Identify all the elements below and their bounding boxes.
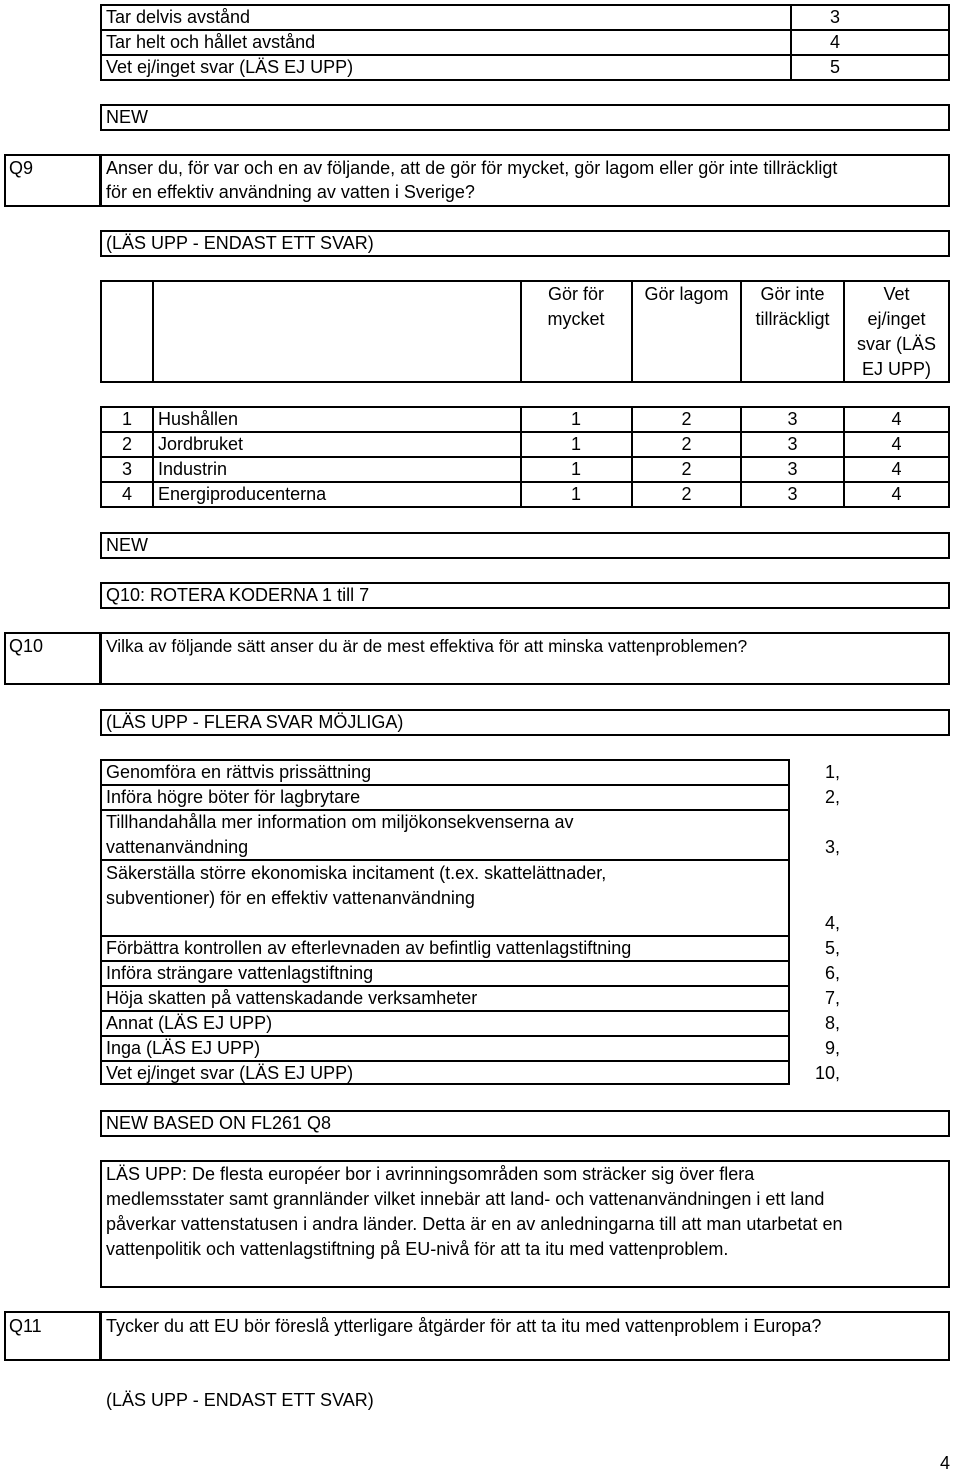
answer-code: 3: [787, 434, 798, 454]
row-number: 4: [122, 484, 133, 504]
read-aloud-text: LÄS UPP: De flesta européer bor i avrinningsområden som sträcker sig över flera: [106, 1164, 755, 1184]
answer-code: 2: [681, 484, 692, 504]
page-number: 4: [940, 1453, 951, 1473]
answer-code: 1: [570, 409, 581, 429]
instruction: (LÄS UPP - FLERA SVAR MÖJLIGA): [106, 712, 404, 732]
answer-code: 1: [570, 434, 581, 454]
question-id: Q9: [9, 158, 34, 178]
row-label: Energiproducenterna: [158, 484, 327, 504]
question-text: Vilka av följande sätt anser du är de mest effektiva för att minska vattenproblemen?: [106, 636, 748, 656]
option-label: Införa strängare vattenlagstiftning: [106, 963, 374, 983]
option-label: Förbättra kontrollen av efterlevnaden av befintlig vattenlagstiftning: [106, 938, 632, 958]
instruction: (LÄS UPP - ENDAST ETT SVAR): [106, 233, 374, 253]
question-text: Tycker du att EU bör föreslå ytterligare åtgärder för att ta itu med vattenproblem i Europa?: [106, 1316, 822, 1336]
answer-code: 4: [891, 409, 902, 429]
answer-code: 4: [891, 459, 902, 479]
answer-code: 2: [681, 459, 692, 479]
row-number: 1: [122, 409, 133, 429]
read-aloud-text: vattenpolitik och vattenlagstiftning på EU-nivå för att ta itu med vattenproblem.: [106, 1239, 729, 1259]
column-header: tillräckligt: [755, 309, 830, 329]
option-code: 5,: [824, 938, 840, 958]
option-code: 5: [829, 57, 840, 77]
answer-code: 1: [570, 459, 581, 479]
answer-code: 3: [787, 409, 798, 429]
new-label-box: [100, 104, 950, 131]
option-code: 2,: [824, 787, 840, 807]
column-header: Gör inte: [760, 284, 825, 304]
option-code: 6,: [824, 963, 840, 983]
row-label: Hushållen: [158, 409, 239, 429]
new-label: NEW: [106, 107, 148, 127]
option-code: 10,: [814, 1063, 840, 1083]
column-header: mycket: [547, 309, 605, 329]
column-header: svar (LÄS: [856, 334, 937, 354]
divider: [152, 406, 154, 508]
row-label: Industrin: [158, 459, 228, 479]
option-label: Tillhandahålla mer information om miljökonsekvenserna av: [106, 812, 574, 832]
read-aloud-text: medlemsstater samt grannländer vilket innebär att land- och vattenanvändningen i ett land: [106, 1189, 825, 1209]
option-code: 9,: [824, 1038, 840, 1058]
option-label: Säkerställa större ekonomiska incitament (t.ex. skattelättnader,: [106, 863, 607, 883]
new-label: NEW: [106, 535, 148, 555]
option-label: vattenanvändning: [106, 837, 249, 857]
read-aloud-text: påverkar vattenstatusen i andra länder. Detta är en av anledningarna till att man utarbetat en: [106, 1214, 843, 1234]
answer-code: 4: [891, 484, 902, 504]
option-code: 1,: [824, 762, 840, 782]
column-header: Gör lagom: [644, 284, 729, 304]
row-number: 2: [122, 434, 133, 454]
divider: [152, 280, 154, 383]
option-label: Genomföra en rättvis prissättning: [106, 762, 372, 782]
new-based-label: NEW BASED ON FL261 Q8: [106, 1113, 332, 1133]
option-code: 4: [829, 32, 840, 52]
column-header: Vet: [883, 284, 910, 304]
column-header: Gör för: [547, 284, 604, 304]
option-label: Annat (LÄS EJ UPP): [106, 1013, 273, 1033]
row-number: 3: [122, 459, 133, 479]
option-label: Tar helt och hållet avstånd: [106, 32, 316, 52]
option-code: 7,: [824, 988, 840, 1008]
answer-code: 1: [570, 484, 581, 504]
option-label: Inga (LÄS EJ UPP): [106, 1038, 261, 1058]
question-text: för en effektiv användning av vatten i Sverige?: [106, 182, 475, 202]
option-label: Vet ej/inget svar (LÄS EJ UPP): [106, 57, 354, 77]
new-label-box: [100, 532, 950, 559]
option-code: 8,: [824, 1013, 840, 1033]
question-id: Q11: [9, 1316, 42, 1336]
answer-code: 3: [787, 484, 798, 504]
column-header: ej/inget: [867, 309, 926, 329]
option-label: Införa högre böter för lagbrytare: [106, 787, 361, 807]
rotate-instruction: Q10: ROTERA KODERNA 1 till 7: [106, 585, 370, 605]
answer-code: 2: [681, 409, 692, 429]
answer-code: 4: [891, 434, 902, 454]
instruction: (LÄS UPP - ENDAST ETT SVAR): [106, 1390, 374, 1410]
option-code: 3: [829, 7, 840, 27]
option-code: 4,: [824, 913, 840, 933]
column-header: EJ UPP): [861, 359, 931, 379]
option-label: Vet ej/inget svar (LÄS EJ UPP): [106, 1063, 354, 1083]
answer-code: 3: [787, 459, 798, 479]
option-code: 3,: [824, 837, 840, 857]
option-label: Höja skatten på vattenskadande verksamheter: [106, 988, 478, 1008]
question-text: Anser du, för var och en av följande, att de gör för mycket, gör lagom eller gör inte tillräckligt: [106, 158, 838, 178]
answer-code: 2: [681, 434, 692, 454]
option-label: Tar delvis avstånd: [106, 7, 251, 27]
question-id: Q10: [9, 636, 44, 656]
row-label: Jordbruket: [158, 434, 244, 454]
option-label: subventioner) för en effektiv vattenanvändning: [106, 888, 475, 908]
